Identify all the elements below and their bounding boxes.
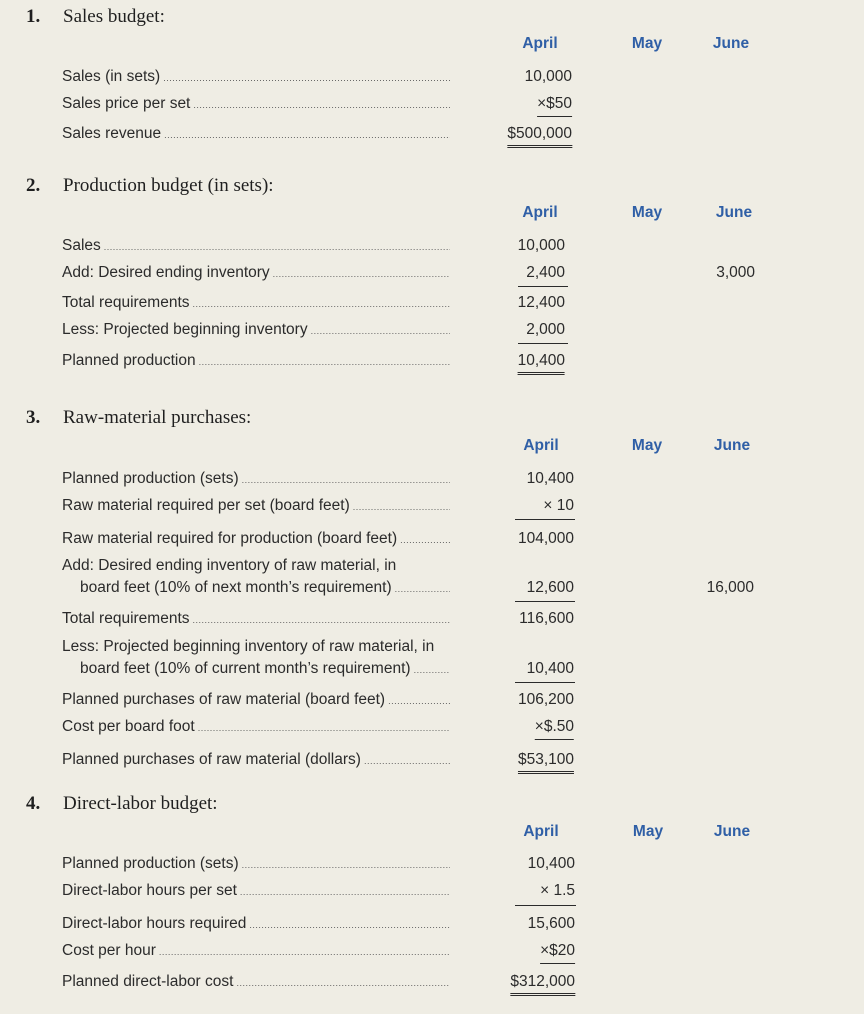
subtotal-rule xyxy=(518,286,568,287)
april-value: × 10 xyxy=(543,497,574,514)
april-value: ×$.50 xyxy=(535,717,574,740)
row-label: Sales ..... xyxy=(62,236,450,257)
col-april: April xyxy=(522,35,558,52)
row-label: Planned purchases of raw material (board feet) ..... xyxy=(62,690,450,711)
april-value: 106,200 xyxy=(517,691,574,708)
row-label: Planned production (sets) ..... xyxy=(62,854,450,875)
april-value: $312,000 xyxy=(510,972,575,996)
row-label: Total requirements ..... xyxy=(62,293,450,314)
subtotal-rule xyxy=(515,905,576,906)
april-value: × 1.5 xyxy=(540,882,575,899)
april-value: 2,000 xyxy=(526,321,565,338)
april-value: ×$50 xyxy=(537,94,572,117)
april-value: ×$20 xyxy=(540,941,575,964)
col-june: June xyxy=(712,35,750,52)
april-value: $500,000 xyxy=(507,124,572,148)
row-label: Planned direct-labor cost ..... xyxy=(62,972,450,993)
section-title: 4. Direct-labor budget: xyxy=(26,793,218,814)
april-value: 10,400 xyxy=(527,855,575,872)
col-june: June xyxy=(713,437,751,454)
row-label: Cost per board foot ..... xyxy=(62,717,450,738)
row-label: Less: Projected beginning inventory ..... xyxy=(62,320,450,341)
col-may: May xyxy=(631,35,663,52)
col-may: May xyxy=(631,437,663,454)
april-value: 116,600 xyxy=(519,610,574,627)
row-label: Cost per hour ..... xyxy=(62,941,450,962)
april-value: 12,400 xyxy=(517,294,565,311)
row-label-continued: board feet (10% of next month’s requirement) ..... xyxy=(80,578,450,599)
june-value: 3,000 xyxy=(716,264,755,281)
col-june: June xyxy=(713,823,751,840)
row-label: Sales price per set ..... xyxy=(62,94,450,115)
col-april: April xyxy=(523,437,559,454)
row-label-continued: board feet (10% of current month’s requirement) ..... xyxy=(80,659,450,680)
row-label: Total requirements ..... xyxy=(62,609,450,630)
row-label: Sales (in sets) ..... xyxy=(62,67,450,88)
row-label: Raw material required per set (board feet) ..... xyxy=(62,496,450,517)
april-value: 10,000 xyxy=(517,237,565,254)
row-label: Sales revenue ..... xyxy=(62,124,450,145)
col-may: May xyxy=(631,204,663,221)
row-label: Planned production ..... xyxy=(62,351,450,372)
april-value: 10,400 xyxy=(526,660,574,677)
row-label: Planned production (sets) ..... xyxy=(62,469,450,490)
subtotal-rule xyxy=(515,682,575,683)
april-value: 2,400 xyxy=(526,264,565,281)
june-value: 16,000 xyxy=(706,579,754,596)
row-label: Planned purchases of raw material (dollars) ..... xyxy=(62,750,450,771)
april-value: 10,000 xyxy=(524,68,572,85)
subtotal-rule xyxy=(518,343,568,344)
col-june: June xyxy=(715,204,753,221)
april-value: 12,600 xyxy=(526,579,574,596)
april-value: 104,000 xyxy=(517,530,574,547)
april-value: 10,400 xyxy=(526,470,574,487)
subtotal-rule xyxy=(515,601,575,602)
april-value: $53,100 xyxy=(518,750,574,774)
row-label: Direct-labor hours per set ..... xyxy=(62,881,450,902)
row-label: Less: Projected beginning inventory of raw material, in xyxy=(62,638,435,655)
section-title: 1. Sales budget: xyxy=(26,6,165,27)
april-value: 15,600 xyxy=(527,915,575,932)
section-title: 2. Production budget (in sets): xyxy=(26,175,274,196)
section-title: 3. Raw-material purchases: xyxy=(26,407,252,428)
col-april: April xyxy=(523,823,559,840)
col-may: May xyxy=(632,823,664,840)
col-april: April xyxy=(522,204,558,221)
row-label: Direct-labor hours required ..... xyxy=(62,914,450,935)
subtotal-rule xyxy=(515,519,575,520)
row-label: Add: Desired ending inventory of raw material, in xyxy=(62,557,397,574)
row-label: Raw material required for production (board feet) ..... xyxy=(62,529,450,550)
april-value: 10,400 xyxy=(518,351,565,375)
row-label: Add: Desired ending inventory ..... xyxy=(62,263,450,284)
